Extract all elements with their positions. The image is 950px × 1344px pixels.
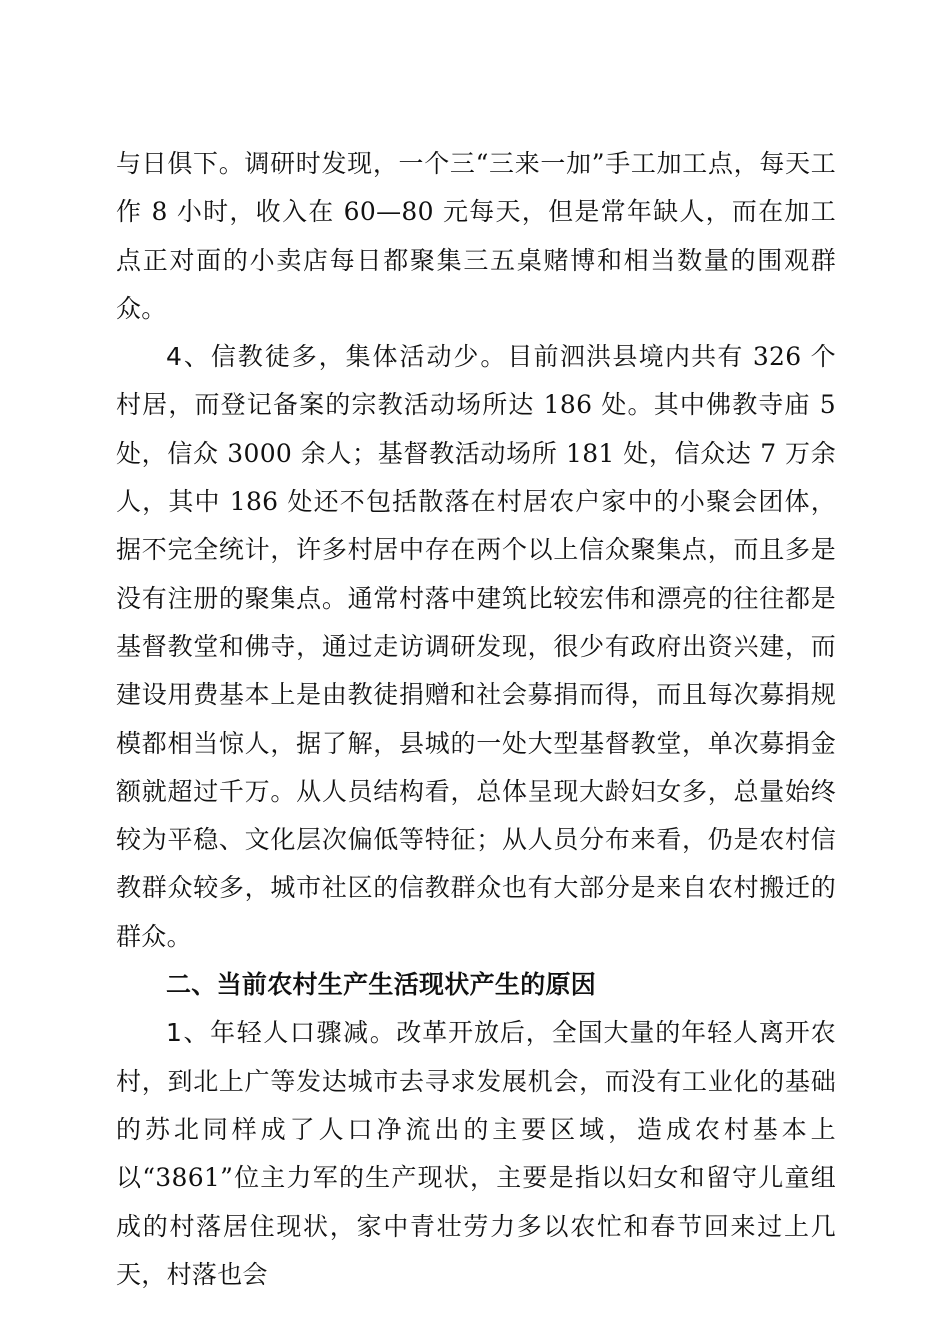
paragraph-text: 改革开放后，全国大量的年轻人离开农村，到北上广等发达城市去寻求发展机会，而没有工业化的基础的苏北同样成了人口净流出的主要区域，造成农村基本上以“3861”位主力军的生产现状，主要是指以妇女和留守儿童组成的村落居住现状，家中青壮劳力多以农忙和春节回来过上几天，村落也会 (116, 1018, 836, 1289)
paragraph-population (116, 1009, 836, 1299)
paragraph-religion (116, 333, 836, 961)
document-page (116, 140, 836, 1299)
section-heading: 二、当前农村生产生活现状产生的原因 (166, 970, 597, 1000)
paragraph-lead: 4、信教徒多，集体活动少。 (166, 342, 508, 372)
paragraph-continuation (116, 140, 836, 333)
paragraph-text: 与日俱下。调研时发现，一个三“三来一加”手工加工点，每天工作 8 小时，收入在 60—80 元每天，但是常年缺人，而在加工点正对面的小卖店每日都聚集三五桌赌博和相当数量的围观群众。 (116, 149, 836, 323)
paragraph-text: 目前泗洪县境内共有 326 个村居，而登记备案的宗教活动场所达 186 处。其中佛教寺庙 5 处，信众 3000 余人；基督教活动场所 181 处，信众达 7 万余人，其中 186 处还不包括散落在村居农户家中的小聚会团体，据不完全统计，许多村居中存在两个以上信众聚集点，而且多是没有注册的聚集点。通常村落中建筑比较宏伟和漂亮的往往都是基督教堂和佛寺，通过走访调研发现，很少有政府出资兴建，而建设用费基本上是由教徒捐赠和社会募捐而得，而且每次募捐规模都相当惊人，据了解，县城的一处大型基督教堂，单次募捐金额就超过千万。从人员结构看，总体呈现大龄妇女多，总量始终较为平稳、文化层次偏低等特征；从人员分布来看，仍是农村信教群众较多，城市社区的信教群众也有大部分是来自农村搬迁的群众。 (116, 342, 836, 951)
paragraph-lead: 1、年轻人口骤减。 (166, 1018, 397, 1048)
